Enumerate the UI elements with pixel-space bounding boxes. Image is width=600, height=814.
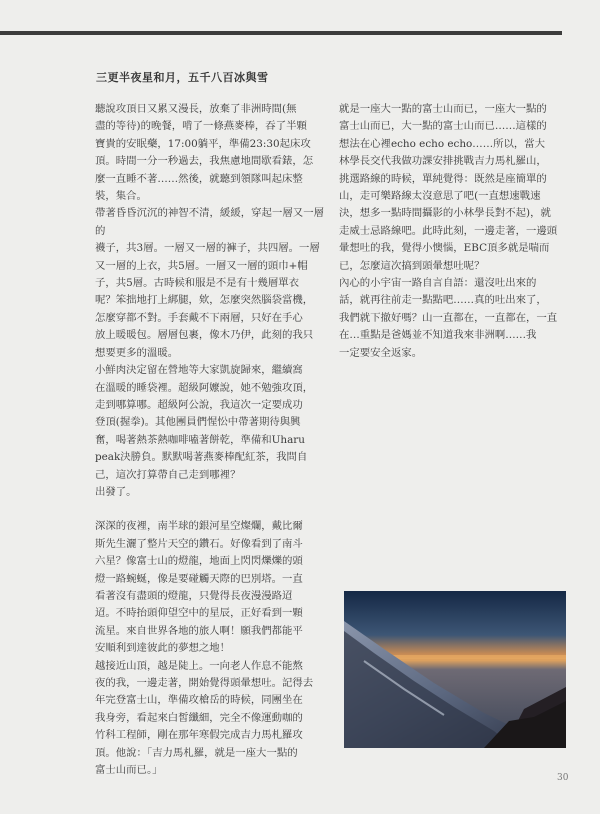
paragraph: 小鮮肉決定留在營地等大家凱旋歸來，繼續窩 在溫暖的睡袋裡。超級阿嬤說，她不勉強攻頂， 走到哪算哪。超級阿公說，我這次一定要成功 登頂(握拳)。其他團員們惺忪中帶著期待與興 奮，喝著熱茶熱咖啡嗑著餅乾，準備和Uharu peak決勝負。默默喝著燕麥棒配紅茶，我問自 己，這次打算帶自己走到哪裡？ xyxy=(95,364,314,481)
page-number: 30 xyxy=(557,773,569,783)
paragraph: 就是一座大一點的富士山而已，一座大一點的 富士山而已，大一點的富士山而已……這樣的 想法在心裡echo echo echo……所以，當大 林學長交代我做功課安排挑戰吉力馬札羅山， 挑選路線的時候，單純覺得：既然是座簡單的 山，走可樂路線太沒意思了吧(一直想速戰速 決，想多一點時間攝影的小林學長對不起)，就 走威士忌路線吧。此時此刻，一邊走著，一邊頭 暈想吐的我，覺得小懊惱，EBC頂多就是喘而 已，怎麼這次搞到頭暈想吐呢？ xyxy=(339,103,558,272)
paragraph: 出發了。 xyxy=(95,485,137,498)
paragraph: 內心的小宇宙一路自言自語：還沒吐出來的 話，就再往前走一點點吧……真的吐出來了， 我們就下撤好嗎？山一直都在，一直都在，一直 在…重點是爸媽並不知道我來非洲啊……我 一定要安全返家。 xyxy=(339,277,558,359)
top-rule xyxy=(0,31,562,35)
paragraph: 越接近山頂，越是陡上。一向老人作息不能熬 夜的我，一邊走著，開始覺得頭暈想吐。記得去 年完登富士山，準備攻槍岳的時候，同團坐在 我身旁，看起來白皙纖細，完全不像運動咖的 竹科工程師，剛在那年寒假完成吉力馬札羅攻 頂。他說：「吉力馬札羅，就是一座大一點的 富士山而已。」 xyxy=(95,659,314,777)
section-heading: 三更半夜星和月，五千八百冰與雪 xyxy=(96,71,269,84)
paragraph: 帶著昏昏沉沉的神智不清，緩緩，穿起一層又一層的 襪子，共3層。一層又一層的褲子，共四層。一層 又一層的上衣，共5層。一層又一層的頭巾+帽 子，共5層。古時候和服是不是有十幾層單衣 呢？笨拙地打上綁腿，欸，怎麼突然腦袋當機， 怎麼穿都不對。手套戴不下兩層，只好在手心 放上暖暖包。層層包裹，像木乃伊，此刻的我只 想要更多的溫暖。 xyxy=(95,207,324,359)
right-text-column xyxy=(339,101,562,362)
mountain-sunrise-photo xyxy=(344,591,566,748)
paragraph: 聽說攻頂日又累又漫長，放棄了非洲時間(無 盡的等待)的晚餐，啃了一條燕麥棒，吞了半顆 寶貴的安眠藥，17:00躺平，準備23:30起床攻 頂。時間一分一秒過去，我焦慮地間歇看錶，怎 麼一直睡不著……然後，就聽到領隊叫起床整 裝，集合。 xyxy=(95,103,314,203)
paragraph: 深深的夜裡，南半球的銀河星空燦爛，戴比爾 斯先生灑了整片天空的鑽石。好像看到了南斗 六星？像富士山的燈龍，地面上閃閃爍爍的頭 燈一路蜿蜒，像是要碰觸天際的巴別塔。一直 看著沒有盡頭的燈龍，只覺得長夜漫漫路迢 迢。不時抬頭仰望空中的星辰，正好看到一顆 流星。來自世界各地的旅人啊！願我們都能平 安順利到達彼此的夢想之地！ xyxy=(95,520,303,655)
left-text-column xyxy=(95,101,324,779)
